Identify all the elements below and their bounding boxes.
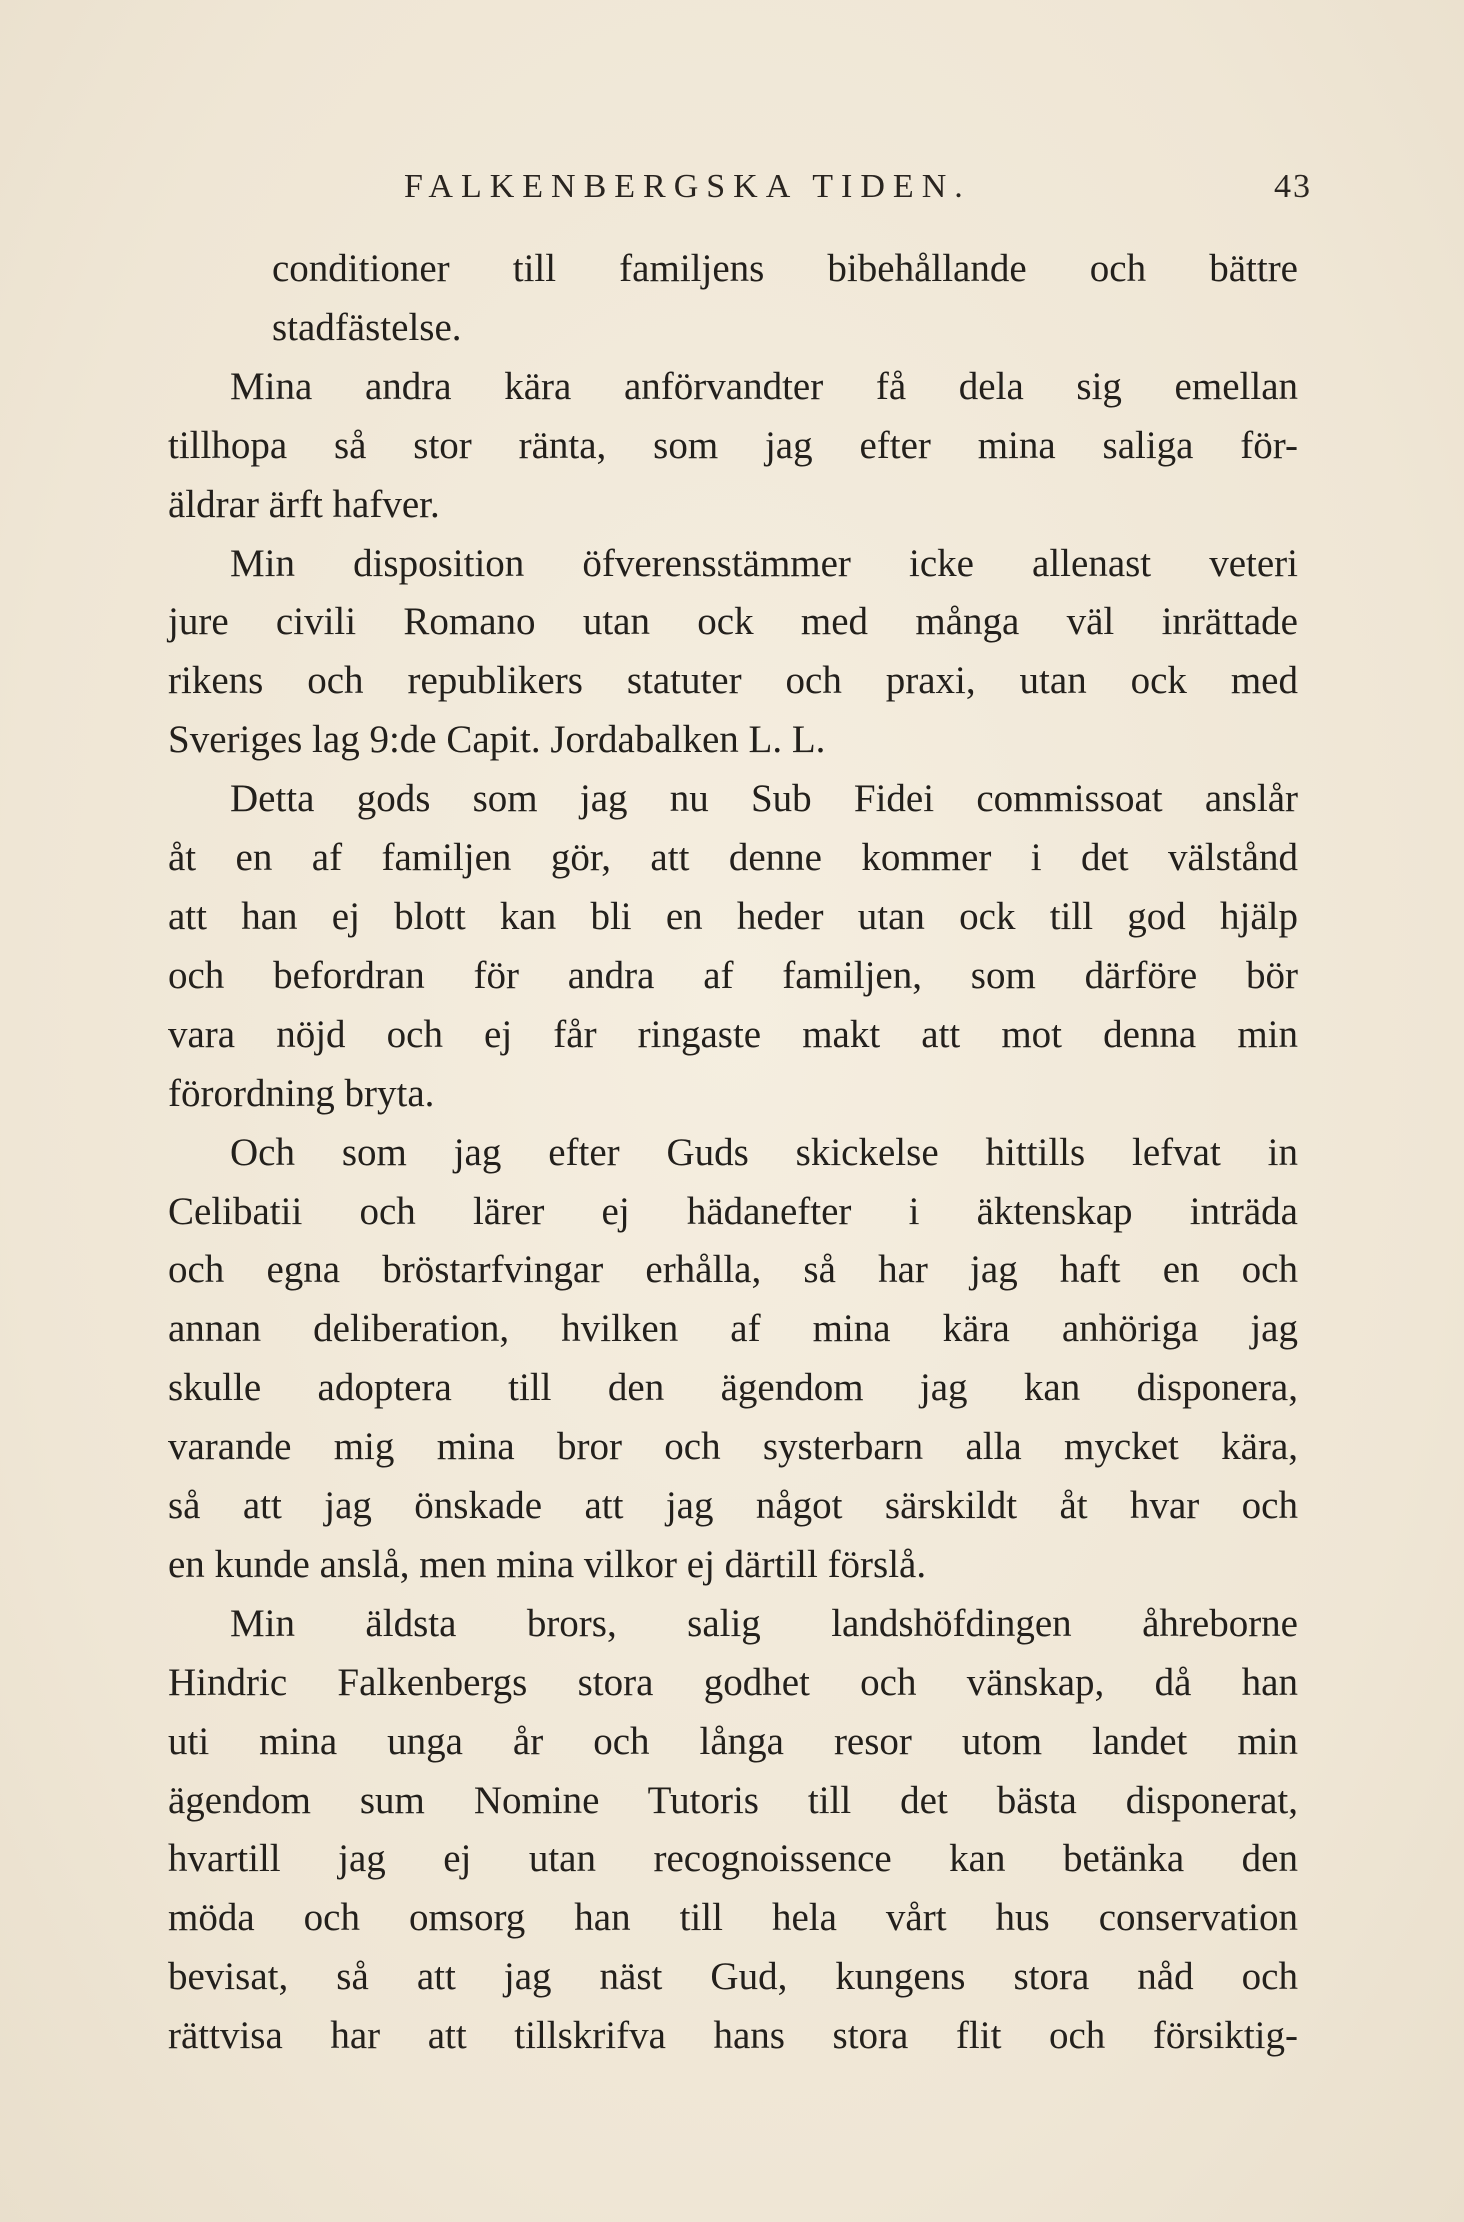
paragraph: [168, 240, 1298, 358]
paragraph: [168, 358, 1298, 535]
text-line: äldrar ärft hafver.: [168, 482, 440, 526]
text-line: att han ej blott kan bli en heder utan ock till god hjälp: [168, 894, 1298, 938]
text-line: och egna bröstarfvingar erhålla, så har jag haft en och: [168, 1248, 1298, 1292]
text-line: jure civili Romano utan ock med många väl inrättade: [168, 600, 1298, 644]
running-title: FALKENBERGSKA TIDEN.: [404, 168, 971, 205]
text-line: conditioner till familjens bibehållande och bättre: [272, 247, 1298, 290]
text-line: Sveriges lag 9:de Capit. Jordabalken L. L.: [168, 718, 826, 762]
text-line: annan deliberation, hvilken af mina kära anhöriga jag: [168, 1307, 1298, 1351]
text-line: förordning bryta.: [168, 1071, 435, 1115]
text-line: Och som jag efter Guds skickelse hittills lefvat in: [230, 1130, 1298, 1174]
paragraph: [168, 1595, 1298, 2066]
text-line: ägendom sum Nomine Tutoris till det bästa disponerat,: [168, 1778, 1298, 1822]
text-line: möda och omsorg han till hela vårt hus conservation: [168, 1896, 1298, 1940]
text-line: Detta gods som jag nu Sub Fidei commissoat anslår: [230, 777, 1298, 821]
text-line: skulle adoptera till den ägendom jag kan disponera,: [168, 1366, 1298, 1410]
text-line: varande mig mina bror och systerbarn alla mycket kära,: [168, 1425, 1298, 1469]
text-line: så att jag önskade att jag något särskildt åt hvar och: [168, 1484, 1298, 1528]
body-text: [168, 240, 1298, 2066]
text-line: Celibatii och lärer ej hädanefter i äktenskap inträda: [168, 1189, 1298, 1233]
paragraph: [168, 1124, 1298, 1595]
text-line: hvartill jag ej utan recognoissence kan betänka den: [168, 1837, 1298, 1881]
paragraph: [168, 770, 1298, 1123]
text-line: Hindric Falkenbergs stora godhet och vänskap, då han: [168, 1660, 1298, 1704]
text-line: Min äldsta brors, salig landshöfdingen åhreborne: [230, 1601, 1298, 1645]
text-line: Mina andra kära anförvandter få dela sig emellan: [230, 364, 1298, 408]
text-line: rikens och republikers statuter och praxi, utan ock med: [168, 659, 1298, 703]
text-line: uti mina unga år och långa resor utom landet min: [168, 1719, 1298, 1763]
text-line: stadfästelse.: [272, 305, 462, 349]
paragraph: [168, 535, 1298, 771]
text-line: bevisat, så att jag näst Gud, kungens stora nåd och: [168, 1955, 1298, 1999]
text-line: en kunde anslå, men mina vilkor ej därtill förslå.: [168, 1542, 927, 1586]
text-line: vara nöjd och ej får ringaste makt att mot denna min: [168, 1012, 1298, 1056]
text-line: och befordran för andra af familjen, som därföre bör: [168, 953, 1298, 997]
text-line: Min disposition öfverensstämmer icke allenast veteri: [230, 541, 1298, 585]
page-number: 43: [1274, 168, 1312, 205]
text-line: tillhopa så stor ränta, som jag efter mina saliga för-: [168, 423, 1298, 467]
text-line: åt en af familjen gör, att denne kommer i det välstånd: [168, 836, 1298, 880]
text-line: rättvisa har att tillskrifva hans stora flit och försiktig-: [168, 2014, 1298, 2058]
page-header: [404, 168, 1312, 216]
